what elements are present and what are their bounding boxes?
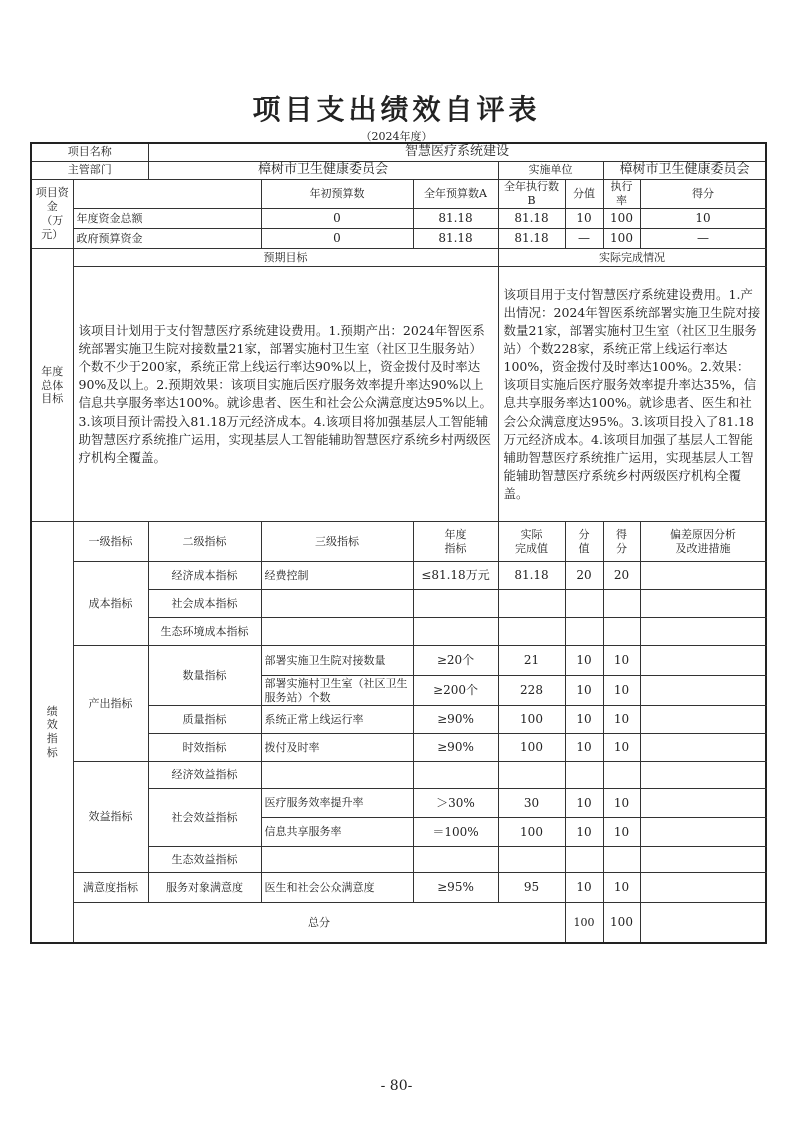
total-rate: 100: [603, 209, 640, 229]
empty-cell: [413, 762, 498, 789]
total-annual: 81.18: [413, 209, 498, 229]
efficiency-rate: 医疗服务效率提升率: [261, 789, 413, 818]
disbursement-target: ≥90%: [413, 734, 498, 762]
uptime-actual: 100: [498, 706, 565, 734]
level3-header: 三级指标: [261, 522, 413, 562]
total-executed: 81.18: [498, 209, 565, 229]
level2-header: 二级指标: [148, 522, 261, 562]
efficiency-target: ＞30%: [413, 789, 498, 818]
weight-header: 分值: [565, 179, 603, 209]
empty-cell: [640, 847, 766, 873]
fund-control-actual: 81.18: [498, 562, 565, 590]
fund-control-deviation: [640, 562, 766, 590]
empty-cell: [640, 789, 766, 818]
page-number: - 80-: [380, 1078, 413, 1094]
uptime-weight: 10: [565, 706, 603, 734]
gov-annual: 81.18: [413, 229, 498, 249]
empty-cell: [498, 590, 565, 618]
annual-budget-header: 全年预算数A: [413, 179, 498, 209]
empty-cell: [640, 646, 766, 676]
level1-header: 一级指标: [73, 522, 148, 562]
empty-cell: [498, 847, 565, 873]
total-score: 10: [640, 209, 766, 229]
health-center-actual: 21: [498, 646, 565, 676]
score-header-2: 得 分: [603, 522, 640, 562]
empty-cell: [261, 847, 413, 873]
quality-indicator-label: 质量指标: [148, 706, 261, 734]
project-name-value: 智慧医疗系统建设: [148, 143, 766, 161]
impl-unit-label: 实施单位: [498, 161, 603, 179]
total-score-value: 100: [603, 903, 640, 943]
impl-unit-value: 樟树市卫生健康委员会: [603, 161, 766, 179]
satisfaction-score: 10: [603, 873, 640, 903]
efficiency-score: 10: [603, 789, 640, 818]
health-center-count: 部署实施卫生院对接数量: [261, 646, 413, 676]
efficiency-actual: 30: [498, 789, 565, 818]
economic-benefit-label: 经济效益指标: [148, 762, 261, 789]
empty-cell: [603, 762, 640, 789]
dept-value: 樟树市卫生健康委员会: [148, 161, 498, 179]
expected-goal-text: 该项目计划用于支付智慧医疗系统建设费用。1.预期产出：2024年智医系统部署实施卫生院对接数量21家，部署实施村卫生室（社区卫生服务站）个数不少于200家，系统正常上线运行率达90%以上，资金拨付及时率达90%及以上。2.预期效果：该项目实施后医疗服务效率提升率达90%以上信息共享服务率达100%。就诊患者、医生和社会公众满意度达95%以上。3.该项目预计需投入81.18万元经济成本。4.该项目将加强基层人工智能辅助智慧医疗系统推广运用，实现基层人工智能辅助智慧医疗系统乡村两级医疗机构全覆盖。: [73, 267, 498, 522]
info-sharing-score: 10: [603, 818, 640, 847]
empty-cell: [565, 590, 603, 618]
fiscal-year: （2024年度）: [360, 130, 433, 143]
funds-score-header: 得分: [640, 179, 766, 209]
info-sharing-rate: 信息共享服务率: [261, 818, 413, 847]
village-clinic-actual: 228: [498, 676, 565, 706]
info-sharing-weight: 10: [565, 818, 603, 847]
economic-cost-label: 经济成本指标: [148, 562, 261, 590]
total-initial: 0: [261, 209, 413, 229]
exec-rate-header: 执行率: [603, 179, 640, 209]
benefit-indicator-label: 效益指标: [73, 762, 148, 873]
gov-weight: —: [565, 229, 603, 249]
empty-cell: [603, 847, 640, 873]
info-sharing-target: ＝100%: [413, 818, 498, 847]
total-weight-value: 100: [565, 903, 603, 943]
empty-cell: [498, 762, 565, 789]
total-weight: 10: [565, 209, 603, 229]
health-center-weight: 10: [565, 646, 603, 676]
fund-control-score: 20: [603, 562, 640, 590]
actual-result-text: 该项目用于支付智慧医疗系统建设费用。1.产出情况：2024年智医系统部署实施卫生院对接数量21家，部署实施村卫生室（社区卫生服务站）个数228家，系统正常上线运行率达100%，资金拨付及时率达100%。2.效果：该项目实施后医疗服务效率提升率达35%，信息共享服务率达100%。就诊患者、医生和社会公众满意度达95%。3.该项目投入了81.18万元经济成本。4.该项目加强了基层人工智能辅助智慧医疗系统推广运用，实现基层人工智能辅助智慧医疗系统乡村两级医疗机构全覆盖。: [498, 267, 766, 522]
system-uptime-rate: 系统正常上线运行率: [261, 706, 413, 734]
efficiency-weight: 10: [565, 789, 603, 818]
service-satisfaction-label: 服务对象满意度: [148, 873, 261, 903]
empty-cell: [565, 618, 603, 646]
funds-label: 项目资金 （万元）: [31, 179, 73, 249]
village-clinic-count: 部署实施村卫生室（社区卫生服务站）个数: [261, 676, 413, 706]
empty-cell: [640, 590, 766, 618]
empty-cell: [640, 618, 766, 646]
empty-cell: [261, 618, 413, 646]
empty-cell: [261, 762, 413, 789]
cost-indicator-label: 成本指标: [73, 562, 148, 646]
performance-label: 绩 效 指 标: [31, 522, 73, 943]
empty-cell: [640, 734, 766, 762]
satisfaction-indicator-label: 满意度指标: [73, 873, 148, 903]
project-name-label: 项目名称: [31, 143, 148, 161]
fund-control-target: ≤81.18万元: [413, 562, 498, 590]
info-sharing-actual: 100: [498, 818, 565, 847]
actual-result-header: 实际完成情况: [498, 249, 766, 267]
village-clinic-weight: 10: [565, 676, 603, 706]
funds-header-blank: [73, 179, 261, 209]
empty-cell: [603, 618, 640, 646]
empty-cell: [565, 762, 603, 789]
empty-cell: [640, 903, 766, 943]
gov-executed: 81.18: [498, 229, 565, 249]
gov-score: —: [640, 229, 766, 249]
disbursement-rate: 拨付及时率: [261, 734, 413, 762]
eco-benefit-label: 生态效益指标: [148, 847, 261, 873]
fund-control-weight: 20: [565, 562, 603, 590]
timeliness-indicator-label: 时效指标: [148, 734, 261, 762]
satisfaction-target: ≥95%: [413, 873, 498, 903]
empty-cell: [640, 873, 766, 903]
target-header: 年度 指标: [413, 522, 498, 562]
social-cost-label: 社会成本指标: [148, 590, 261, 618]
empty-cell: [413, 590, 498, 618]
empty-cell: [565, 847, 603, 873]
quantity-indicator-label: 数量指标: [148, 646, 261, 706]
annual-goal-label: 年度 总体 目标: [31, 249, 73, 522]
gov-initial: 0: [261, 229, 413, 249]
eco-cost-label: 生态环境成本指标: [148, 618, 261, 646]
empty-cell: [640, 762, 766, 789]
expected-goal-header: 预期目标: [73, 249, 498, 267]
village-clinic-score: 10: [603, 676, 640, 706]
satisfaction-actual: 95: [498, 873, 565, 903]
gov-rate: 100: [603, 229, 640, 249]
empty-cell: [498, 618, 565, 646]
output-indicator-label: 产出指标: [73, 646, 148, 762]
total-funds-label: 年度资金总额: [73, 209, 261, 229]
uptime-target: ≥90%: [413, 706, 498, 734]
actual-header: 实际 完成值: [498, 522, 565, 562]
empty-cell: [413, 847, 498, 873]
public-satisfaction: 医生和社会公众满意度: [261, 873, 413, 903]
empty-cell: [640, 676, 766, 706]
page-title: 项目支出绩效自评表: [252, 93, 541, 126]
empty-cell: [603, 590, 640, 618]
empty-cell: [261, 590, 413, 618]
uptime-score: 10: [603, 706, 640, 734]
annual-executed-header: 全年执行数B: [498, 179, 565, 209]
satisfaction-weight: 10: [565, 873, 603, 903]
health-center-target: ≥20个: [413, 646, 498, 676]
village-clinic-target: ≥200个: [413, 676, 498, 706]
evaluation-table: [30, 142, 767, 944]
health-center-score: 10: [603, 646, 640, 676]
empty-cell: [640, 818, 766, 847]
deviation-header: 偏差原因分析 及改进措施: [640, 522, 766, 562]
gov-funds-label: 政府预算资金: [73, 229, 261, 249]
weight-header-2: 分 值: [565, 522, 603, 562]
empty-cell: [413, 618, 498, 646]
disbursement-actual: 100: [498, 734, 565, 762]
social-benefit-label: 社会效益指标: [148, 789, 261, 847]
dept-label: 主管部门: [31, 161, 148, 179]
disbursement-weight: 10: [565, 734, 603, 762]
disbursement-score: 10: [603, 734, 640, 762]
total-score-label: 总分: [73, 903, 565, 943]
empty-cell: [640, 706, 766, 734]
fund-control: 经费控制: [261, 562, 413, 590]
initial-budget-header: 年初预算数: [261, 179, 413, 209]
